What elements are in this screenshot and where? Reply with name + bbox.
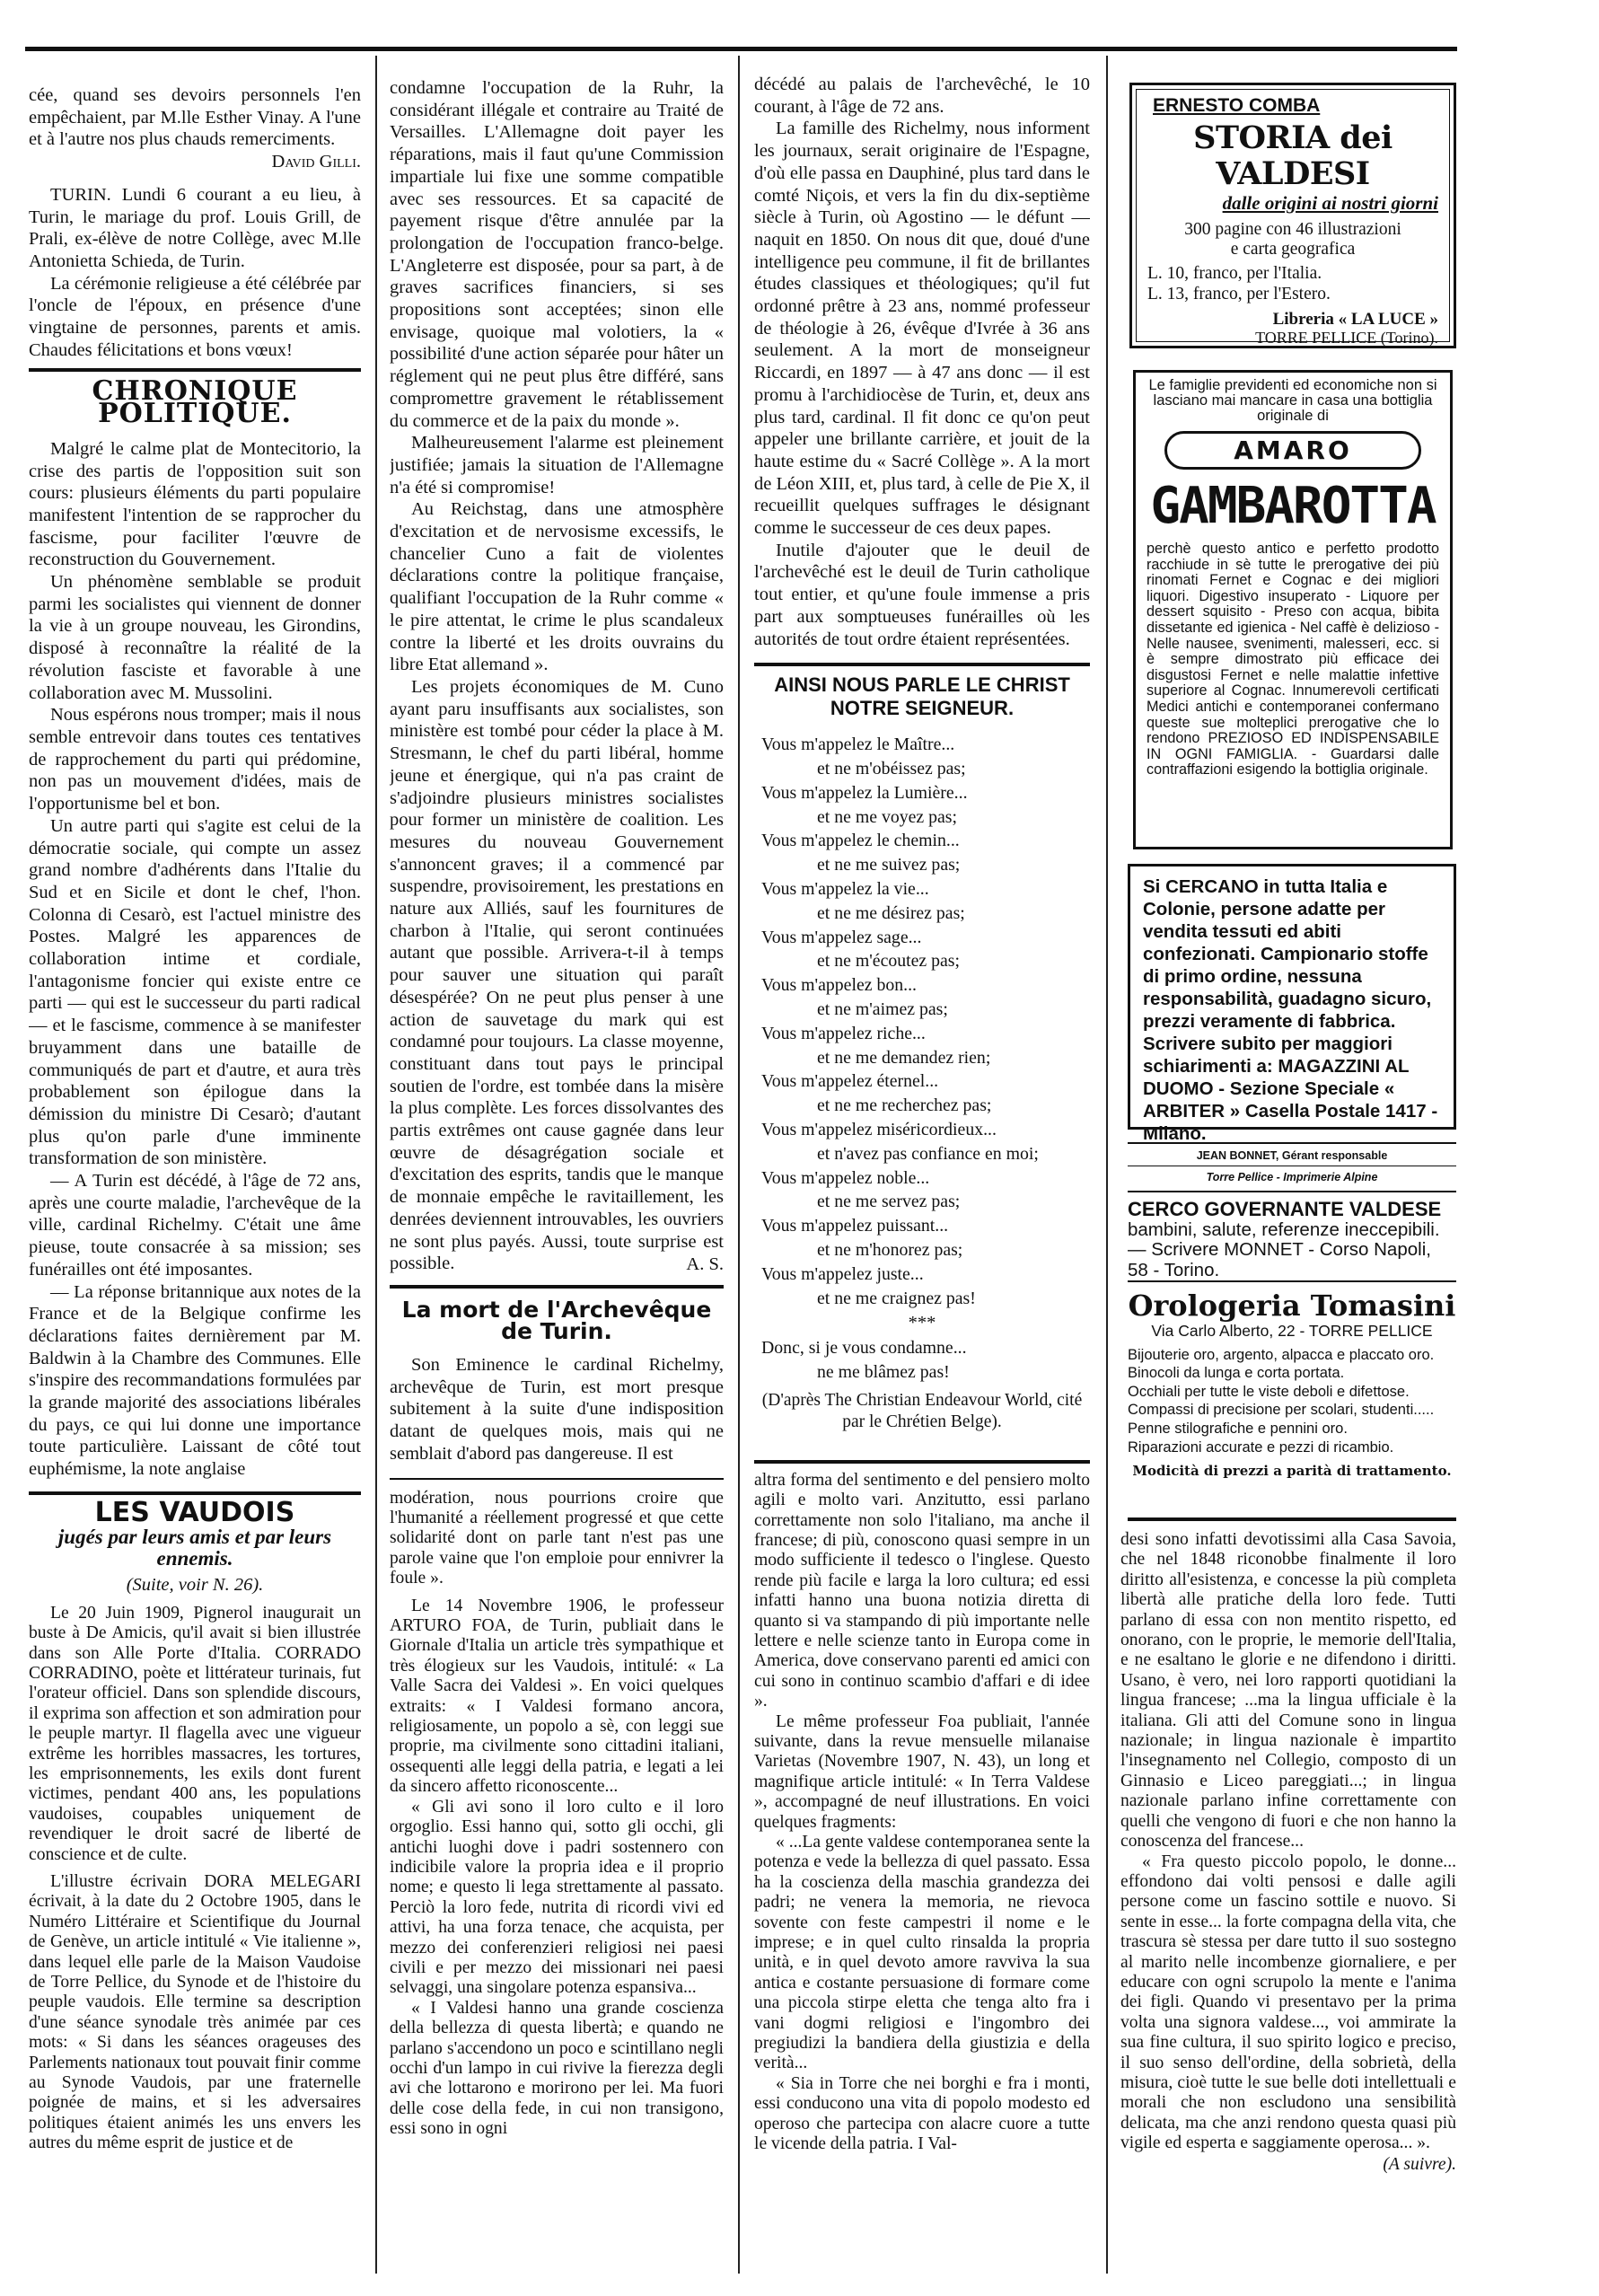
cercano-text: Si CERCANO in tutta Italia e Colonie, persone adatte per vendita tessuti ed abiti confezionati. Campionario stoffe di primo ordine, nessuna responsabilità, guadagno sicuro, prezzi veramente di fabbrica. Scrivere subito per maggiori schiarimenti a: MAGAZZINI AL DUOMO - Sezione Speciale « ARBITER » Casella Postale 1417 - Milano. <box>1143 876 1438 1144</box>
poem-line: Vous m'appelez juste... <box>761 1263 924 1284</box>
orologeria-line: Penne stilografiche e pennini oro. <box>1128 1420 1348 1437</box>
section-rule <box>1128 1280 1456 1282</box>
vaudois-paragraph: « ...La gente valdese contemporanea sente la potenza e vede la bellezza di quel passato. Essa ha la coscienza della maschia grandezza dei padri; ne venera la memoria, ne rievoca sovente con feste campestri il nome e le imprese; e in quel culto rinsalda la propria unità, e in quel devoto amore ravviva la sua antica e costante persuasione di formare come una piccola stirpe eletta che tenga alto fra i vani dogmi religiosi e l'ingombro dei pregiudizi la bandiera della giustizia e della verità... <box>754 1833 1090 2073</box>
amaro-advert <box>1133 370 1453 849</box>
section-rule <box>29 368 361 372</box>
poem-line: et ne me désirez pas; <box>817 902 965 923</box>
poem-line: et ne m'honorez pas; <box>817 1240 963 1261</box>
section-rule <box>390 1285 724 1289</box>
section-rule <box>754 663 1090 666</box>
poem-line: et ne me servez pas; <box>817 1192 961 1212</box>
christ-title: AINSI NOUS PARLE LE CHRIST NOTRE SEIGNEUR. <box>774 673 1070 720</box>
vaudois-paragraph: « Sia in Torre che nei borghi e fra i monti, essi conducono una vita di popolo modesto ed operoso che partecipa con alacre cuore a tutte le vicende della patria. I Val- <box>754 2073 1090 2154</box>
poem-line: Vous m'appelez sage... <box>761 927 922 947</box>
poem-line: et ne me recherchez pas; <box>817 1095 992 1116</box>
chronique-paragraph: — La réponse britannique aux notes de la France et de la Belgique confirme les déclarations faites dernièrement par M. Baldwin à la Chambre des Communes. Elle s'inspire des recommandations formulées par la grande majorité des associations libérales du pays, ce qui lui donne une importance toute particulière. Laissant de côté tout euphémisme, la note anglaise <box>29 1281 361 1480</box>
chronique-paragraph: Nous espérons nous tromper; mais il nous semble entrevoir dans toutes ces tentatives de rapprochement du parti qui prédomine, non pas un mouvement d'idées, mais de l'opportunisme bel et bon. <box>29 705 361 814</box>
archeveque-paragraph: Inutile d'ajouter que le deuil de l'archevêché est le deuil de Turin catholique tout entier, et qu'une foule immense a pris part aux somptueuses funérailles où les autorités de tout ordre étaient représentées. <box>754 540 1090 649</box>
poem-ending <box>754 1336 1090 1385</box>
vaudois-paragraph: desi sono infatti devotissimi alla Casa Savoia, che nel 1848 riconobbe finalmente il loro diritto all'esistenza, e concesse la più completa libertà alle pratiche della loro fede. Tutti parlano di essa con non mentito rispetto, ed onorano, con le proprie, le memorie dell'Italia, e ne esaltano le glorie e ne difendono i diritti. Usano, è vero, nei loro rapporti quotidiani la lingua francese; ...ma la lingua ufficiale è la italiana. Gli atti del Comune sono in lingua nazionale; in lingua nazionale è impartito l'insegnamento nel Collegio, composto di un Ginnasio e Liceo pareggiati...; in lingua nazionale parlano infine correttamente con quelli che vengono di fuori e che non hanno la conoscenza del francese... <box>1120 1530 1456 1852</box>
imprint-rule <box>1128 1142 1456 1144</box>
vaudois-subtitle: jugés par leurs amis et par leurs ennemis. <box>57 1525 332 1570</box>
poem-line: Vous m'appelez la Lumière... <box>761 782 968 803</box>
comba-title: STORIA dei VALDESI <box>1193 119 1393 192</box>
chronique-paragraph: Malgré le calme plat de Montecitorio, la crise des partis de l'opposition suit son cours: plusieurs éléments du parti populaire manifestent l'intention de se rapprocher du fascisme, pour faciliter l'œuvre de reconstruction du Gouvernement. <box>29 438 361 570</box>
signature: A. S. <box>686 1254 724 1274</box>
comba-city: TORRE PELLICE (Torino). <box>1255 329 1438 347</box>
amaro-body: perchè questo antico e perfetto prodotto racchiude in sè tutte le prerogative dei più rinomati Fernet e Cognac e dei migliori liquori. Digestivo insuperato - Liquore per dessert squisito - Preso con acqua, bibita dissetante ed igienica - Nel caffè è delizioso - Nelle nausee, svenimenti, malesseri, ecc. si è sempre dimostrato più efficace dei disgustosi Fernet e nelle malattie infettive superiore al Cognac. Innumerevoli certificati Medici antichi e contemporanei confermano queste sue molteplici prerogative che lo rendono PREZIOSO ED INDISPENSABILE IN OGNI FAMIGLIA. - Guardarsi dalle contraffazioni esigendo la bottiglia originale. <box>1147 541 1439 779</box>
column-1 <box>29 84 361 2275</box>
comba-price: L. 10, franco, per l'Italia. <box>1147 264 1322 283</box>
cerco-advert <box>1128 1200 1456 1280</box>
turin-paragraph: TURIN. Lundi 6 courant a eu lieu, à Turin, le mariage du prof. Louis Grill, de Prali, ex-élève de notre Collège, avec M.lle Antonietta Schieda, de Turin. <box>29 184 361 271</box>
orologeria-modicita: Modicità di prezzi a parità di trattamento. <box>1132 1463 1452 1480</box>
vaudois-paragraph: « Fra questo piccolo popolo, le donne... effondono dai volti pensosi e dalle agili persone come un fascino sottile e nuovo. Si sente in esse... la forte compagna della vita, che trascura sè stessa per dare tutto il suo sostegno al marito nelle incombenze giornaliere, e per educare con ogni scrupolo la mente e l'anima dei figli. Quando vi presentavo per la prima volta una signora valdese..., voi ammirate la sua fine cultura, il suo spirito logico e preciso, il suo senso dell'ordine, della sobrietà, della misura, cioè tutte le sue belle doti intellettuali e morali che non escludono una sensibilità delicata, ma che anzi rendono questa quasi più vigile ed esperta e saggiamente operosa... ». <box>1120 1852 1456 2153</box>
chronique-title: CHRONIQUE POLITIQUE. <box>92 375 298 430</box>
cercano-advert <box>1128 864 1456 1144</box>
poem-line: Vous m'appelez le Maître... <box>761 735 955 755</box>
orologeria-title: Orologeria Tomasini <box>1128 1289 1456 1323</box>
column-3 <box>754 74 1090 2277</box>
vaudois-paragraph: L'illustre écrivain DORA MELEGARI écrivait, à la date du 2 Octobre 1905, dans le Numéro Littéraire et Scientifique du Journal de Genève, un article intitulé « Vie italienne », dans lequel elle parle de la Maison Vaudoise de Torre Pellice, du Synode et de l'histoire du peuple vaudois. Elle termine sa description d'une séance synodale très animée par ces mots: « Si dans les séances orageuses des Parlements nationaux tout pouvait finir comme au Synode Vaudois, par une fraternelle poignée de mains, et si les adversaires politiques étaient animés les uns envers les autres du même esprit de justice et de <box>29 1871 361 2153</box>
a-suivre: (A suivre). <box>1383 2154 1456 2174</box>
section-rule <box>1128 1517 1456 1521</box>
poem-line: Vous m'appelez bon... <box>761 975 917 996</box>
poem-line: et ne m'obéissez pas; <box>817 759 966 779</box>
vaudois-paragraph: « Gli avi sono il loro culto e il loro orgoglio. Essi hanno qui, sotto gli occhi, gli antichi luoghi dove i padri sostennero con indicibile valore la propria idea e il proprio nome; e questo li lega strettamente al passato. Perciò la loro fede, nutrita di ricordi vivi ed attivi, ha una forza tenace, che acquista, per mezzo dei conferenzieri religiosi nei paesi civili e per mezzo dei missionari nei paesi selvaggi, una singolare potenza espansiva... <box>390 1797 724 1998</box>
gambarotta-brand: GAMBAROTTA <box>1150 477 1436 535</box>
orologeria-line: Binocoli da lunga e corta portata. <box>1128 1365 1345 1382</box>
poem-line: Vous m'appelez puissant... <box>761 1216 949 1236</box>
signature: David Gilli. <box>271 152 361 172</box>
comba-desc: e carta geografica <box>1230 240 1356 259</box>
column-divider <box>375 56 377 2274</box>
amaro-intro: Le famiglie previdenti ed economiche non si lasciano mai mancare in casa una bottiglia originale di <box>1148 377 1437 424</box>
poem-line: Vous m'appelez la vie... <box>761 879 929 900</box>
cerco-body: bambini, salute, referenze ineccepibili. — Scrivere MONNET - Corso Napoli, 58 - Torino. <box>1128 1218 1440 1280</box>
politique-paragraph: condamne l'occupation de la Ruhr, la considérant illégale et contraire au Traité de Versailles. L'Allemagne doit payer les réparations, mais il faut qu'une Commission impartiale lui fixe une somme compatible avec ses ressources. Et sa capacité de payement risque d'être annulée par la prolongation de l'occupation franco-belge. L'Angleterre est disposée, pour sa part, à de graves sacrifices financiers, si ses propositions sont acceptées; sinon elle envisage, quoique mal volotiers, la « possibilité d'une action séparée pour hâter un réglement qui ne peut plus être différé, sans compromettre gravement le rétablissement du commerce et de la paix du monde ». <box>390 78 724 431</box>
poem-line: Vous m'appelez noble... <box>761 1167 930 1188</box>
archeveque-paragraph: La famille des Richelmy, nous informent les journaux, serait originaire de l'Espagne, d'où elle passa en Dauphiné, plus tard dans le comté Niçois, et vers la fin du dix-septième siècle à Turin, où Agostino — le défunt — naquit en 1850. On nous dit que, doué d'une intelligence peu commune, il fit de brillantes études classiques et théologiques; qu'il fut ordonné prêtre à 23 ans, nommé professeur de théologie à 26, évêque d'Ivrée à 36 ans seulement. A la mort de monseigneur Riccardi, en 1897 — à 47 ans donc — il est promu à l'archidiocèse de Turin, et, deux ans plus tard, cardinal. Il fit donc ce qu'on peut appeler une brillante carrière, et jouit de la haute estime du « Sacré Collège ». A la mort de Léon XIII, et, plus tard, à celle de Pie X, il recueillit quelques suffrages le désignant comme le successeur de ces deux papes. <box>754 119 1090 539</box>
poem-line: et ne me demandez rien; <box>817 1047 991 1068</box>
chronique-paragraph: Un autre parti qui s'agite est celui de la démocratie sociale, qui compte un assez grand nombre d'adhérents dans l'Italie du Sud et en Sicile et dont le chef, l'hon. Colonna di Cesarò, est l'actuel ministre des Postes. Malgré les apparences de collaboration intime et cordiale, l'antagonisme foncier qui existe entre ce parti — qui est le successeur du parti radical — et le fascisme, commence à se manifester bruyamment dans une bataille de communiqués de part et d'autre, et aura très probablement son épilogue dans la démission du ministre Di Cesarò; d'autant plus qu'on parle d'une imminente transformation de son ministère. <box>29 815 361 1169</box>
column-4 <box>1120 1530 1456 2275</box>
column-2 <box>390 77 724 2277</box>
imprint-printer: Torre Pellice - Imprimerie Alpine <box>1206 1171 1378 1183</box>
poem-line: et ne me suivez pas; <box>817 855 961 875</box>
amaro-label: AMARO <box>1164 431 1421 470</box>
poem-line: et n'avez pas confiance en moi; <box>817 1143 1039 1164</box>
poem-line: Vous m'appelez riche... <box>761 1023 926 1043</box>
vaudois-paragraph: modération, nous pourrions croire que l'humanité a réellement progressé et que cette solidarité dont on parle tant n'est pas une parole vaine que l'on emploie pour ennivrer la foule ». <box>390 1488 724 1588</box>
column-divider <box>1106 56 1108 2274</box>
vaudois-paragraph: altra forma del sentimento e del pensiero molto agili e molto vari. Anzitutto, essi parlano correttamente non solo l'italiano, ma anche il francese; di più, conoscono quasi sempre in un modo sufficiente il tedesco o l'inglese. Questo rende più facile e larga la loro cultura; ed essi infatti hanno una buona notizia diretta di quanto si va stampando di più importante nelle lettere e nelle scienze tanto in Europa come in America, dove conservano parenti ed amici con cui sono in continuo scambio d'affari e di idee ». <box>754 1470 1090 1711</box>
comba-advert-frame <box>1136 89 1450 347</box>
column-divider <box>738 56 740 2274</box>
comba-advert <box>1129 83 1456 348</box>
orologeria-advert <box>1128 1289 1456 1481</box>
imprint-rule <box>1128 1191 1456 1192</box>
vaudois-paragraph: « I Valdesi hanno una grande coscienza della bellezza di questa libertà; e quando ne parlano s'accendono un poco e scintillano negli occhi d'un lampo in cui rivive la fierezza degli avi che lottarono e morirono per lei. Ma fuori delle cose della fede, in cui non transigono, essi sono in ogni <box>390 1998 724 2139</box>
poem-line: Vous m'appelez éternel... <box>761 1071 939 1092</box>
poem-line: et ne m'écoutez pas; <box>817 951 960 972</box>
comba-price: L. 13, franco, per l'Estero. <box>1147 285 1331 303</box>
orologeria-line: Occhiali per tutte le viste deboli e difettose. <box>1128 1383 1410 1400</box>
vaudois-title: LES VAUDOIS <box>94 1496 295 1528</box>
intro-paragraph: cée, quand ses devoirs personnels l'en empêchaient, par M.lle Esther Vinay. A l'une et à l'autre nos plus chauds remerciments. <box>29 85 361 150</box>
poem-line: Donc, si je vous condamne... <box>761 1338 967 1359</box>
politique-paragraph: Les projets économiques de M. Cuno ayant paru insuffisants aux socialistes, son ministère est tombé pour céder la place à M. Stresmann, le chef du parti libéral, homme jeune et énergique, qui n'a pas craint de s'adjoindre plusieurs ministres socialistes pour former un ministère de coalition. Les mesures du nouveau Gouvernement s'annoncent graves; il a commencé par suspendre, provisoirement, les prestations en nature aux Alliés, sauf les fournitures de charbon à l'Italie, qui seront continuées autant que possible. Arrivera-t-il à temps pour sauver une situation qui paraît désespérée? On ne peut plus penser à une action de sauvetage du mark qui est condamné pour toujours. La classe moyenne, constituant dans tout pays le principal soutien de l'ordre, est tombée dans la misère la plus complète. Les forces dissolvantes des partis extrêmes ont cause gagnée dans leur œuvre de désagrégation sociale et d'excitation des esprits, tandis que le manque de monnaie empêche le ravitaillement, les denrées deviennent introuvables, les ouvriers ne sont plus payés. Aussi, toute surprise est possible. <box>390 676 724 1274</box>
vaudois-paragraph: Le 20 Juin 1909, Pignerol inaugurait un buste à De Amicis, qu'il avait si bien illustrée dans son Alle Porte d'Italia. CORRADO CORRADINO, poète et littérateur turinais, fut l'orateur officiel. Dans son splendide discours, il exprima son affection et son admiration pour le peuple martyr. Il flagella avec une vigueur extrême les horribles massacres, les tortures, les emprisonnements, les exils dont furent victimes, pendant 400 ans, les populations vaudoises, coupables uniquement de revendiquer le droit sacré de liberté de conscience et de culte. <box>29 1603 361 1864</box>
politique-paragraph: Au Reichstag, dans une atmosphère d'excitation et de nervosisme excessifs, le chancelier Cuno a fait de violentes déclarations contre la politique française, qualifiant l'occupation de la Ruhr comme « le pire attentat, le crime le plus scandaleux contre la liberté et les droits ouvrains du libre Etat allemand ». <box>390 499 724 675</box>
ceremony-paragraph: La cérémonie religieuse a été célébrée par l'oncle de l'époux, en présence d'une vingtaine de personnes, parents et amis. Chaudes félicitations et bons vœux! <box>29 273 361 360</box>
poem-line: Vous m'appelez le chemin... <box>761 831 960 851</box>
poem <box>754 733 1090 1310</box>
poem-line: et ne me craignez pas! <box>817 1288 976 1308</box>
poem-line: Vous m'appelez miséricordieux... <box>761 1120 997 1140</box>
vaudois-paragraph: Le 14 Novembre 1906, le professeur ARTURO FOA, de Turin, publiait dans le Giornale d'Italia un article très sympathique et très élogieux sur les Vaudois, intitulé: « La Valle Sacra dei Valdesi ». En voici quelques extraits: « I Valdesi formano ancora, religiosamente, un popolo a sè, con leggi sue proprie, ma civilmente sono cittadini italiani, ossequenti alle leggi della patria, e legati a lei da sincero affetto riconoscente... <box>390 1596 724 1797</box>
comba-desc: 300 pagine con 46 illustrazioni <box>1184 220 1401 239</box>
vaudois-paragraph: Le même professeur Foa publiait, l'année suivante, dans la revue mensuelle milanaise Varietas (Novembre 1907, N. 43), un long et magnifique article intitulé: « In Terra Valdese », accompagné de neuf illustrations. En voici quelques fragments: <box>754 1711 1090 1832</box>
orologeria-line: Riparazioni accurate e pezzi di ricambio. <box>1128 1438 1394 1456</box>
section-rule <box>390 1478 724 1480</box>
orologeria-line: Compassi di precisione per scolari, studenti..... <box>1128 1402 1435 1419</box>
chronique-paragraph: Un phénomène semblable se produit parmi les socialistes qui viennent de donner la vie à un groupe nouveau, les Girondins, disposé à reconnaître la réalité de la révolution fasciste et favorable à une collaboration avec M. Mussolini. <box>29 572 361 703</box>
poem-line: et ne me voyez pas; <box>817 806 957 827</box>
chronique-paragraph: — A Turin est décédé, à l'âge de 72 ans, après une courte maladie, l'archevêque de la ville, cardinal Richelmy. C'était une âme pieuse, toute consacrée à sa mission; ses funérailles ont été imposantes. <box>29 1171 361 1280</box>
comba-libreria: Libreria « LA LUCE » <box>1272 310 1438 329</box>
cerco-title: CERCO GOVERNANTE VALDESE <box>1128 1198 1442 1220</box>
politique-paragraph: Malheureusement l'alarme est pleinement justifiée; jamais la situation de l'Allemagne n'a été si compromise! <box>390 433 724 497</box>
archeveque-paragraph: décédé au palais de l'archevêché, le 10 courant, à l'âge de 72 ans. <box>754 75 1090 117</box>
imprint-gerant: JEAN BONNET, Gérant responsable <box>1196 1149 1388 1162</box>
mort-paragraph: Son Eminence le cardinal Richelmy, archevêque de Turin, est mort presque subitement à la suite d'une indisposition datant de quelques mois, mais qui ne semblait d'abord pas dangereuse. Il est <box>390 1355 724 1464</box>
orologeria-line: Bijouterie oro, argento, alpacca e placcato oro. <box>1128 1346 1435 1363</box>
mort-title: La mort de l'Archevêque de Turin. <box>401 1296 712 1345</box>
top-rule <box>25 47 1457 51</box>
section-rule <box>29 1491 361 1495</box>
poem-source: (D'après The Christian Endeavour World, cité par le Chrétien Belge). <box>761 1390 1083 1431</box>
poem-line: ne me blâmez pas! <box>817 1361 950 1382</box>
suite-note: (Suite, voir N. 26). <box>126 1575 264 1595</box>
orologeria-address: Via Carlo Alberto, 22 - TORRE PELLICE <box>1151 1322 1433 1340</box>
stars-separator: *** <box>908 1313 936 1333</box>
comba-subtitle: dalle origini ai nostri giorni <box>1222 192 1438 214</box>
comba-author: ERNESTO COMBA <box>1153 95 1321 116</box>
section-rule <box>754 1460 1090 1464</box>
poem-line: et ne m'aimez pas; <box>817 999 948 1020</box>
